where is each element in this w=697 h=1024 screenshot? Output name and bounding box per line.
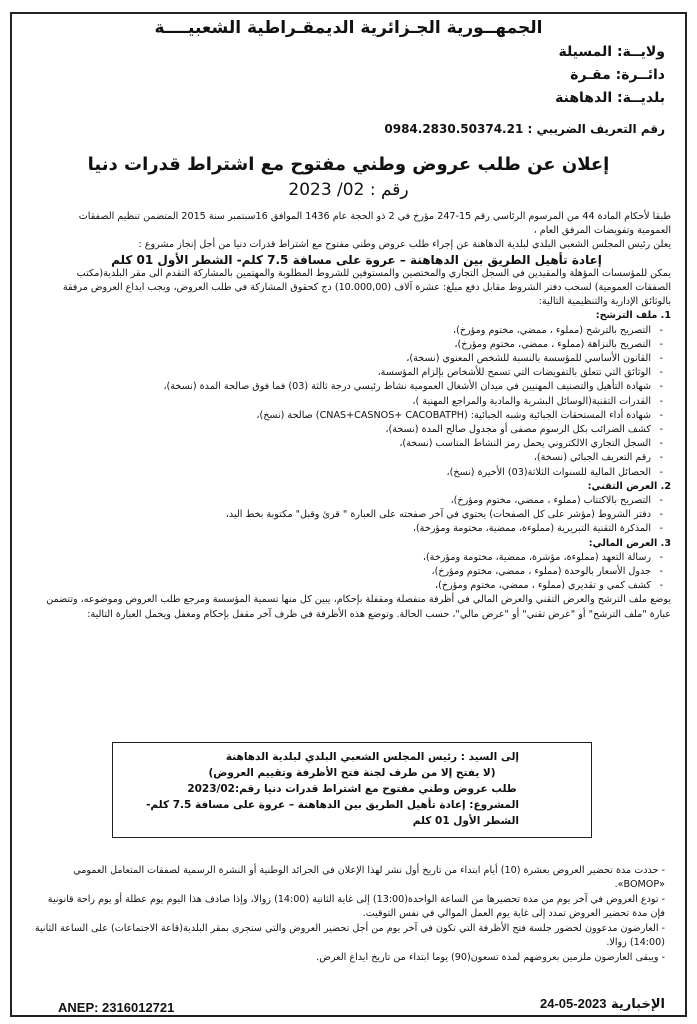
anep-number: ANEP: 2316012721 xyxy=(58,1000,175,1015)
daira-line: دائــرة: مقـرة xyxy=(570,67,665,83)
wilaya-line: ولايــة: المسيلة xyxy=(558,44,665,60)
tax-id: رقم التعريف الضريبي : 0984.2830.50374.21 xyxy=(384,122,665,136)
publication-footer xyxy=(540,996,665,1012)
publication-name: الإخبارية xyxy=(611,997,665,1012)
project-title: إعادة تأهيل الطريق بين الدهاهنة – عروة على مسافة 7.5 كلم- الشطر الأول 01 كلم xyxy=(111,252,602,267)
list-item: - شهادة التأهيل والتصنيف المهنيين في ميدان الأشغال العمومية نشاط رئيسي درجة ثالثة (03) فما فوق صالحة المدة (نسخة)، xyxy=(42,380,651,394)
list-item: - المذكرة التقنية التبريرية (مملوءة، ممضية، مختومة ومؤرخة)، xyxy=(42,522,651,536)
announcement-ref: رقم : 02/ 2023 xyxy=(288,180,409,200)
republic-title: الجمهــورية الجـزائرية الديمقـراطية الشعبيــــة xyxy=(154,18,543,38)
list-item: - الوثائق التي تتعلق بالتفويضات التي تسمح للأشخاص بإلزام المؤسسة، xyxy=(42,366,651,380)
list-item: - السجل التجاري الالكتروني يحمل رمز النشاط المناسب (نسخة)، xyxy=(42,437,651,451)
list-item: - الحصائل المالية للسنوات الثلاثة(03) الأخيرة (نسخ)، xyxy=(42,466,651,480)
box-project: المشروع: إعادة تأهيل الطريق بين الدهاهنة – عروة على مسافة 7.5 كلم- الشطر الأول 01 كلم xyxy=(146,799,519,827)
list-item: - رسالة التعهد (مملوءة، مؤشرة، ممضية، مختومة ومؤرخة)، xyxy=(42,551,651,565)
note-item: - ويبقى العارضون ملزمين بعروضهم لمدة تسعون(90) يوما ابتداء من تاريخ ايداع العرض. xyxy=(316,952,665,963)
box-open-notice: (لا يفتح إلا من طرف لجنة فتح الأظرفة وتقييم العروض) xyxy=(208,767,496,779)
list-item: - جدول الأسعار بالوحدة (مملوء ، ممضي، مختوم ومؤرخ)، xyxy=(42,565,651,579)
publication-date: 2023-05-24 xyxy=(539,996,607,1011)
section-financial-title: 3. العرض المالي: xyxy=(588,537,671,549)
announcement-page xyxy=(10,12,687,1017)
note-item: - تودع العروض في آخر يوم من مدة تحضيرها من الساعة الواحدة(13:00) إلى غاية الثانية (14:00) زوالا، وإذا صادف هذا اليوم يوم عطلة أو يوم راحة قانونية فإن مدة تحضير العروض تمدد إلى غاية يوم العمل الموالي في نفس التوقيت. xyxy=(47,894,665,919)
box-tender-ref: طلب عروض وطني مفتوح مع اشتراط قدرات دنيا رقم:2023/02 xyxy=(187,783,517,795)
section-candidature-title: 1. ملف الترشح: xyxy=(595,310,671,322)
technical-list xyxy=(42,494,671,537)
list-item: - التصريح بالاكتتاب (مملوء ، ممضي، مختوم ومؤرخ)، xyxy=(42,494,651,508)
list-item: - التصريح بالنزاهة (مملوء ، ممضي، مختوم ومؤرخ)، xyxy=(42,338,651,352)
candidature-list xyxy=(42,324,671,480)
section-technical-title: 2. العرض التقني: xyxy=(587,480,671,492)
list-item: - كشف الضرائب بكل الرسوم مصفى أو مجدول صالح المدة (نسخة)، xyxy=(42,423,651,437)
envelopes-paragraph: يوضع ملف الترشح والعرض التقني والعرض المالي في أظرفة منفصلة ومقفلة بإحكام، يبين كل منها تسمية المؤسسة ومرجع طلب العروض وموضوعه، وتتضمن عبارة "ملف الترشح" أو "عرض تقني" أو "عرض مالي"، حسب الحالة. وتوضع هذه الأظرفة في ظرف آخر مقفل بإحكام ومغفل ويحمل العبارة التالية: xyxy=(46,594,671,620)
box-addressee: إلى السيد : رئيس المجلس الشعبي البلدي لبلدية الدهاهنة xyxy=(225,751,519,763)
intro-paragraph: يعلن رئيس المجلس الشعبي البلدي لبلدية الدهاهنة عن إجراء طلب عروض وطني مفتوح مع اشتراط قدرات دنيا من أجل إنجاز مشروع : xyxy=(138,239,671,251)
envelope-label-box xyxy=(112,742,592,838)
list-item: - التصريح بالترشح (مملوء ، ممضي، مختوم ومؤرخ)، xyxy=(42,324,651,338)
note-item: - العارضون مدعوون لحضور جلسة فتح الأظرفة التي تكون في آخر يوم من أجل تحضير العروض والتي ستجرى بمقر البلدية(قاعة الاجتماعات) على الساعة الثانية (14:00) زوالا. xyxy=(34,923,665,948)
announcement-body xyxy=(42,210,671,622)
list-item: - دفتر الشروط (مؤشر على كل الصفحات) يحتوي في آخر صفحته على العبارة " قرئ وقبل" مكتوبة بخط اليد، xyxy=(42,508,651,522)
eligibility-paragraph: يمكن للمؤسسات المؤهلة والمقيدين في السجل التجاري والمختصين والمستوفين للشروط المطلوبة والمهتمين بالمشاركة التقدم الى مقر البلدية(مكتب الصفقات العمومية) لسحب دفتر الشروط مقابل دفع مبلغ: عشرة آلاف (10.000,00) دج كحقوق المشاركة في طلب العروض، ويجب ايداع العروض مرفقة بالوثائق الإدارية والتنظيمية التالية: xyxy=(62,267,671,308)
list-item: - رقم التعريف الجبائي (نسخة)، xyxy=(42,451,651,465)
list-item: - شهادة أداء المستحقات الجبائية وشبه الجبائية: (CNAS+CASNOS+ CACOBATPH) صالحة (نسخ)، xyxy=(42,409,651,423)
baladiya-line: بلديــة: الدهاهنة xyxy=(555,90,665,106)
notes-section xyxy=(32,864,665,966)
announcement-title: إعلان عن طلب عروض وطني مفتوح مع اشتراط قدرات دنيا xyxy=(87,154,610,175)
list-item: - القدرات التقنية(الوسائل البشرية والمادية والمراجع المهنية )، xyxy=(42,395,651,409)
financial-list xyxy=(42,551,671,594)
legal-basis-paragraph: طبقا لأحكام المادة 44 من المرسوم الرئاسي رقم 15-247 مؤرخ في 2 ذو الحجة عام 1436 الموافق 16سبتمبر سنة 2015 المتضمن تنظيم الصفقات العمومية وتفويضات المرفق العام ، xyxy=(78,211,671,237)
list-item: - القانون الأساسي للمؤسسة بالنسبة للشخص المعنوي (نسخة)، xyxy=(42,352,651,366)
list-item: - كشف كمي و تقديري (مملوء ، ممضي، مختوم ومؤرخ)، xyxy=(42,579,651,593)
note-item: - حددت مدة تحضير العروض بعشرة (10) أيام ابتداء من تاريخ أول نشر لهذا الإعلان في الجرائد الوطنية أو النشرة الرسمية لصفقات المتعامل العمومي «BOMOP». xyxy=(73,865,665,890)
